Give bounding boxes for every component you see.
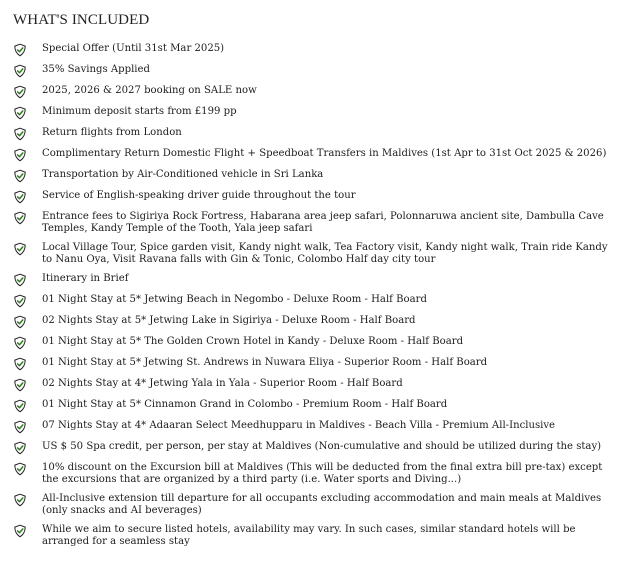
list-item-text: 35% Savings Applied <box>42 64 150 75</box>
list-item-text: 01 Night Stay at 5* The Golden Crown Hotel in Kandy - Deluxe Room - Half Board <box>42 336 464 347</box>
list-item-text: 07 Nights Stay at 4* Adaaran Select Meedhupparu in Maldives - Beach Villa - Premium All-Inclusive <box>42 420 556 431</box>
shield-check-icon <box>13 147 27 161</box>
list-item <box>13 64 612 77</box>
list-item <box>13 169 612 182</box>
shield-check-icon <box>13 523 27 537</box>
shield-check-icon <box>13 356 27 370</box>
list-item-text: 02 Nights Stay at 4* Jetwing Yala in Yala - Superior Room - Half Board <box>42 378 403 389</box>
list-item-text: Complimentary Return Domestic Flight + Speedboat Transfers in Maldives (1st Apr to 31st Oct 2025 & 2026) <box>42 148 607 159</box>
shield-check-icon <box>13 168 27 182</box>
list-item <box>13 127 612 140</box>
list-item <box>13 441 612 454</box>
list-item <box>13 315 612 328</box>
shield-check-icon <box>13 189 27 203</box>
shield-check-icon <box>13 105 27 119</box>
list-item <box>13 378 612 391</box>
list-item <box>13 399 612 412</box>
shield-check-icon <box>13 84 27 98</box>
list-item-text: Return flights from London <box>42 127 182 138</box>
section-title: WHAT'S INCLUDED <box>13 12 150 28</box>
shield-check-icon <box>13 63 27 77</box>
list-item-text: US $ 50 Spa credit, per person, per stay at Maldives (Non-cumulative and should be utilized during the stay) <box>42 441 602 452</box>
shield-check-icon <box>13 314 27 328</box>
shield-check-icon <box>13 377 27 391</box>
shield-check-icon <box>13 210 27 224</box>
list-item-text: 2025, 2026 & 2027 booking on SALE now <box>42 85 257 96</box>
list-item <box>13 336 612 349</box>
list-item-text: Minimum deposit starts from £199 pp <box>42 106 237 117</box>
shield-check-icon <box>13 440 27 454</box>
shield-check-icon <box>13 419 27 433</box>
list-item <box>13 420 612 433</box>
shield-check-icon <box>13 461 27 475</box>
list-item <box>13 106 612 119</box>
list-item <box>13 242 612 265</box>
list-item-text: Special Offer (Until 31st Mar 2025) <box>42 43 225 54</box>
shield-check-icon <box>13 398 27 412</box>
list-item <box>13 493 612 516</box>
list-item-text: 02 Nights Stay at 5* Jetwing Lake in Sigiriya - Deluxe Room - Half Board <box>42 315 416 326</box>
list-item <box>13 462 612 485</box>
list-item <box>13 85 612 98</box>
list-item-text: While we aim to secure listed hotels, availability may vary. In such cases, similar standard hotels will be arranged for a seamless stay <box>42 524 576 547</box>
shield-check-icon <box>13 241 27 255</box>
list-item-text: Transportation by Air-Conditioned vehicle in Sri Lanka <box>42 169 324 180</box>
list-item <box>13 190 612 203</box>
list-item-text: Itinerary in Brief <box>42 273 129 284</box>
shield-check-icon <box>13 42 27 56</box>
list-item <box>13 211 612 234</box>
list-item-text: 01 Night Stay at 5* Cinnamon Grand in Colombo - Premium Room - Half Board <box>42 399 448 410</box>
list-item-text: 01 Night Stay at 5* Jetwing St. Andrews in Nuwara Eliya - Superior Room - Half Board <box>42 357 488 368</box>
list-item-text: All-Inclusive extension till departure for all occupants excluding accommodation and main meals at Maldives (only snacks and AI beverages) <box>42 493 602 516</box>
shield-check-icon <box>13 272 27 286</box>
list-item-text: Service of English-speaking driver guide throughout the tour <box>42 190 356 201</box>
inclusions-list <box>13 43 612 547</box>
list-item-text: 10% discount on the Excursion bill at Maldives (This will be deducted from the final extra bill pre-tax) except the excursions that are organized by a third party (i.e. Water sports and Diving...) <box>42 462 603 485</box>
list-item <box>13 294 612 307</box>
list-item <box>13 273 612 286</box>
shield-check-icon <box>13 492 27 506</box>
list-item <box>13 43 612 56</box>
shield-check-icon <box>13 335 27 349</box>
list-item-text: Entrance fees to Sigiriya Rock Fortress, Habarana area jeep safari, Polonnaruwa ancient site, Dambulla Cave Temples, Kandy Temple of the Tooth, Yala jeep safari <box>42 211 604 234</box>
list-item <box>13 357 612 370</box>
list-item-text: 01 Night Stay at 5* Jetwing Beach in Negombo - Deluxe Room - Half Board <box>42 294 427 305</box>
list-item-text: Local Village Tour, Spice garden visit, Kandy night walk, Tea Factory visit, Kandy night walk, Train ride Kandy to Nanu Oya, Visit Ravana falls with Gin & Tonic, Colombo Half day city tour <box>42 242 608 265</box>
list-item <box>13 148 612 161</box>
list-item <box>13 524 612 547</box>
shield-check-icon <box>13 126 27 140</box>
shield-check-icon <box>13 293 27 307</box>
